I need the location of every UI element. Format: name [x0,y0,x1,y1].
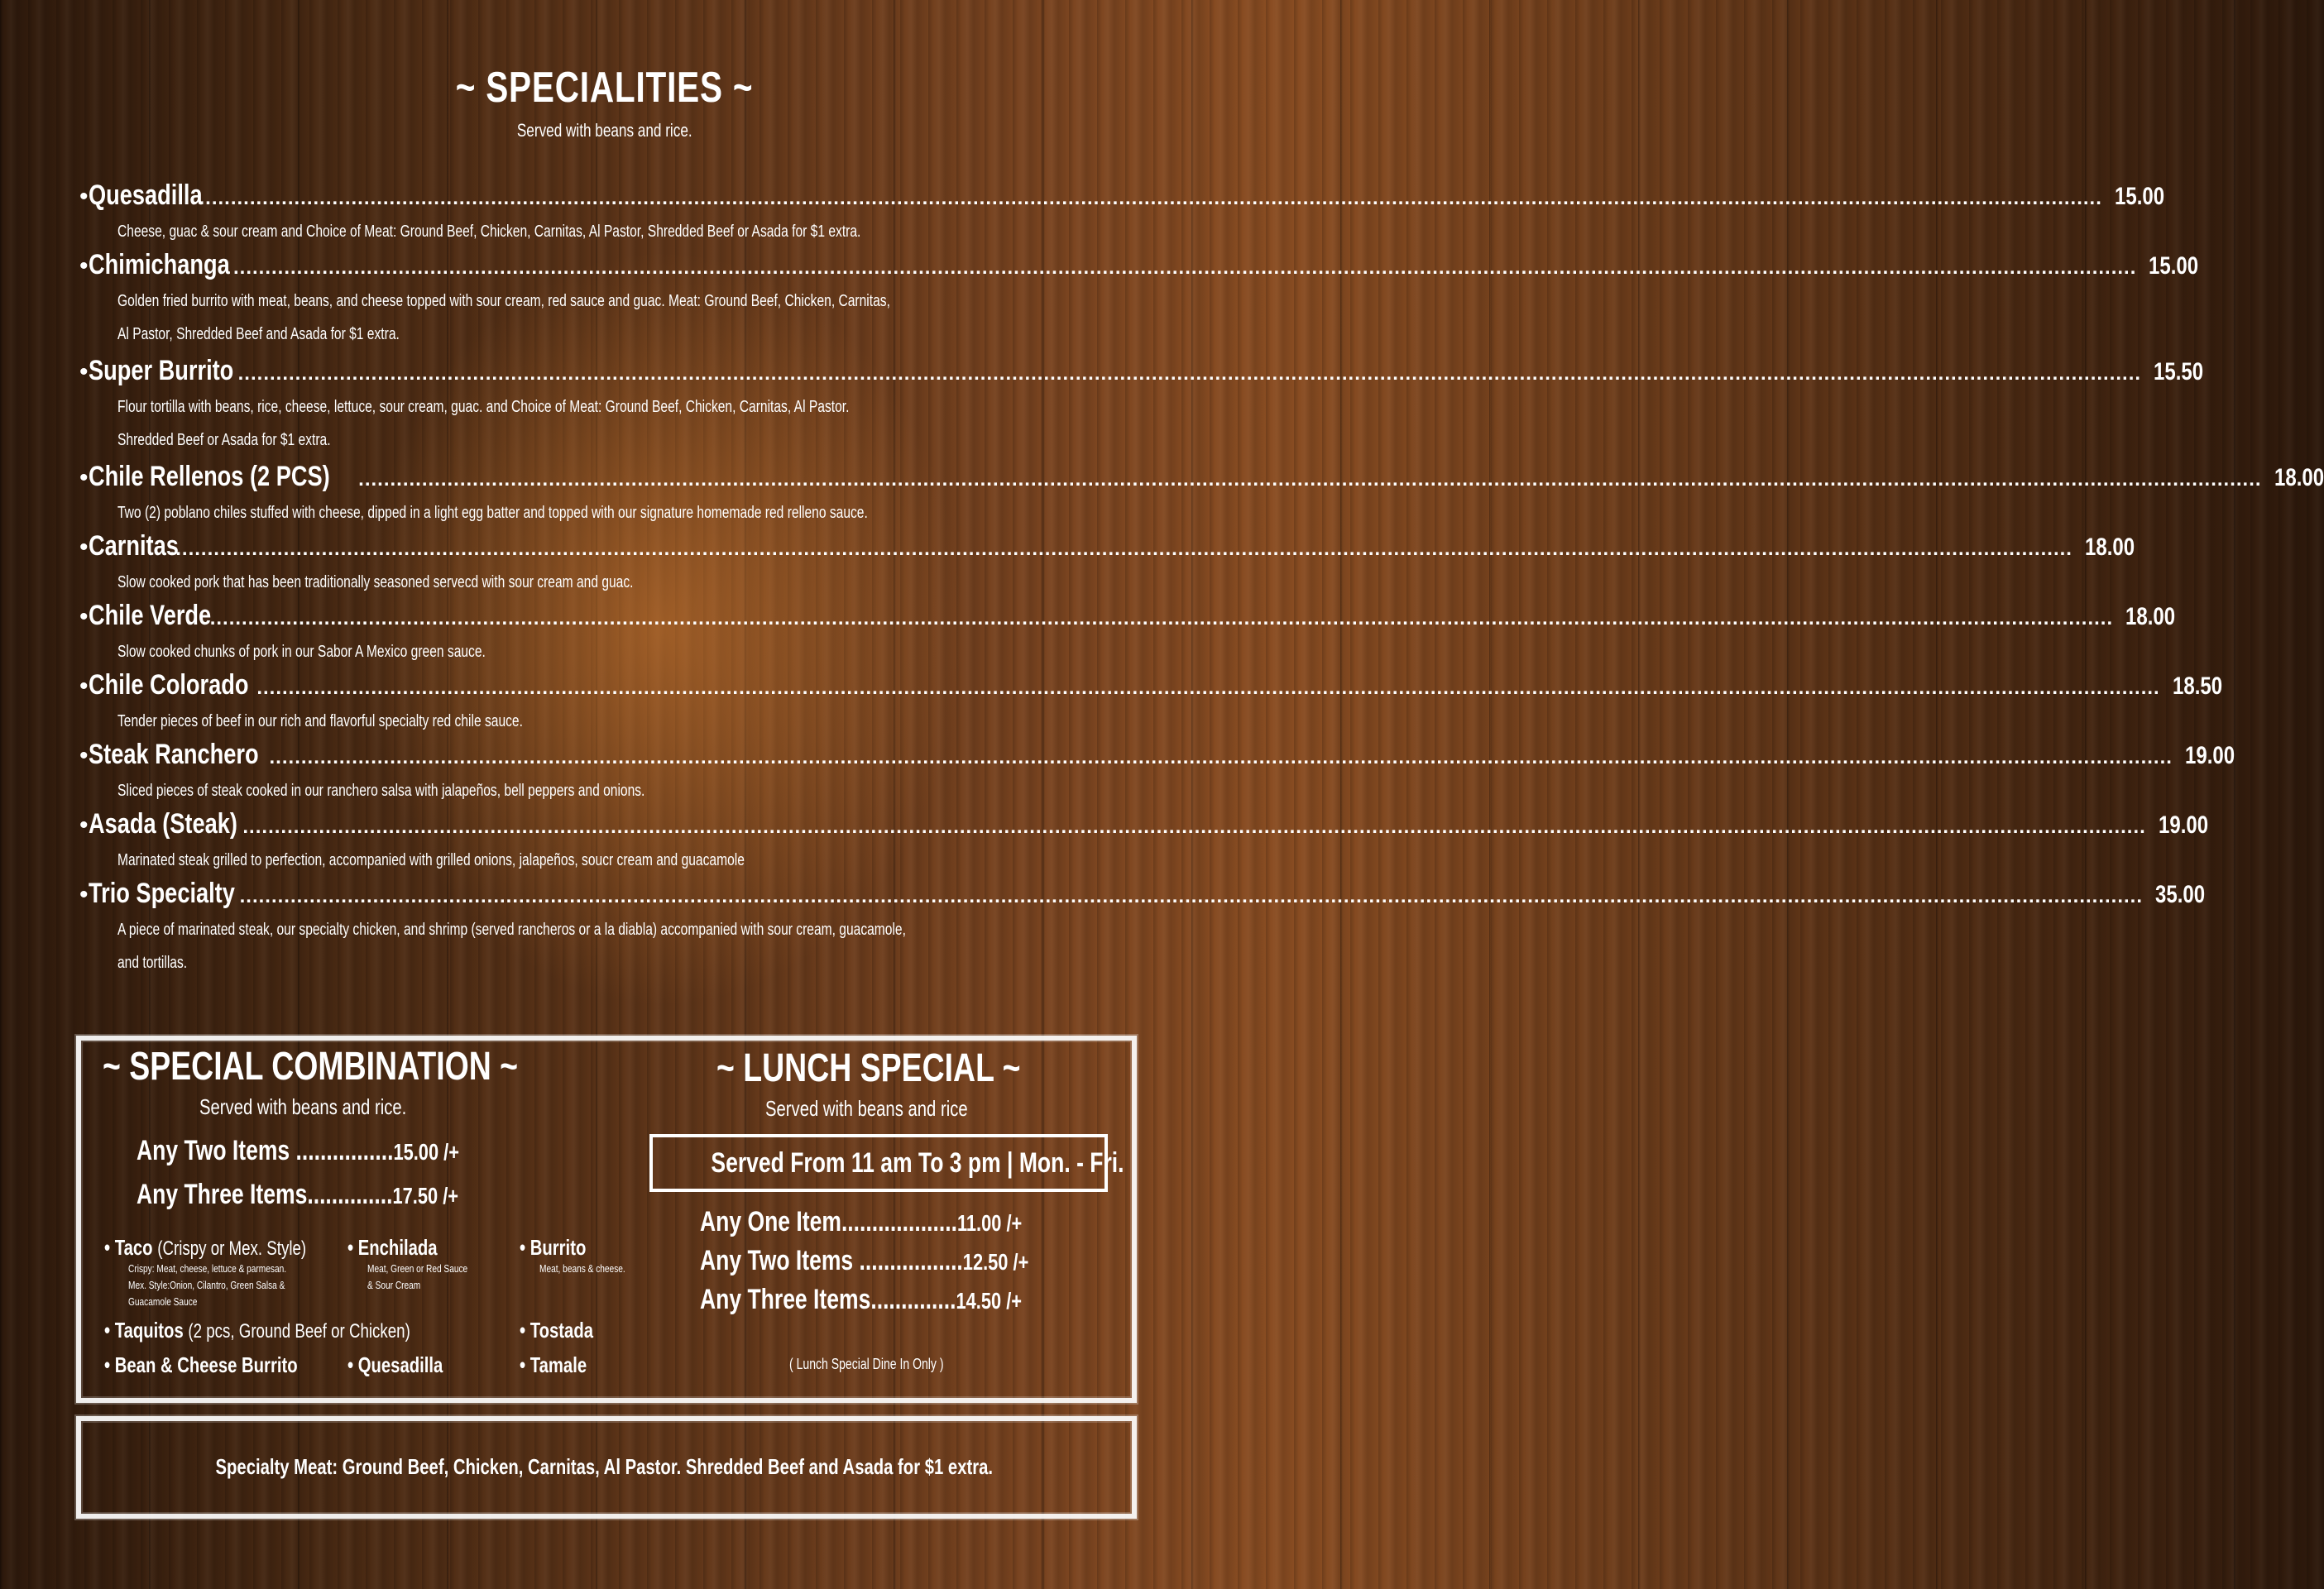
dot-leader: ............................................................................................................................................................................................................................................................................................................ [169,538,2072,560]
menu-item-price: 19.00 [2158,811,2208,839]
lunch-hours: Served From 11 am To 3 pm | Mon. - Fri. [711,1147,1124,1179]
dot-leader: ............................................................................................................................................................................................................................................................................................................ [237,362,2142,385]
enchilada-note-line: Meat, Green or Red Sauce [367,1262,468,1275]
menu-item-description: Al Pastor, Shredded Beef and Asada for $1 extra. [117,325,400,343]
bullet-icon: • [79,672,89,700]
menu-item-header [79,457,2324,496]
menu-item-price: 18.00 [2084,534,2135,561]
lunch-dine-in-note: ( Lunch Special Dine In Only ) [789,1356,944,1372]
menu-item-header [79,245,2199,285]
menu-item-description: A piece of marinated steak, our specialty chicken, and shrimp (served rancheros or a la diabla) accompanied with sour cream, guacamole, [117,921,906,939]
combo-item-taquitos: • Taquitos (2 pcs, Ground Beef or Chicken) [104,1318,410,1343]
menu-item [79,175,2164,248]
dot-leader: ............................................................................................................................................................................................................................................................................................................ [269,746,2173,768]
menu-item-price: 18.00 [2274,464,2324,491]
dot-leader: ............................................................................................................................................................................................................................................................................................................ [242,816,2146,838]
taco-note-line: Mex. Style:Onion, Cilantro, Green Salsa & [128,1279,285,1291]
bullet-icon: • [79,464,89,491]
menu-item-description: Slow cooked chunks of pork in our Sabor A Mexico green sauce. [117,643,486,661]
menu-item-description: Cheese, guac & sour cream and Choice of Meat: Ground Beef, Chicken, Carnitas, Al Pastor, Shredded Beef or Asada for $1 extra. [117,223,861,241]
menu-item-name: Chile Rellenos (2 PCS) [88,461,330,492]
combo-item-tamale: • Tamale [520,1352,587,1377]
menu-item-name: Steak Ranchero [88,739,259,770]
menu-item [79,804,2208,877]
bullet-icon: • [79,811,89,839]
menu-item-price: 15.50 [2154,358,2204,385]
lunch-three-items: Any Three Items..............14.50 /+ [700,1284,1023,1315]
menu-item-name: Trio Specialty [88,878,235,909]
bullet-icon: • [79,534,89,561]
menu-item-price: 18.00 [2125,603,2176,630]
page-title [0,63,1209,112]
lunch-subtitle: Served with beans and rice [765,1096,968,1121]
menu-item [79,457,2324,529]
specialty-meat-note: Specialty Meat: Ground Beef, Chicken, Carnitas, Al Pastor. Shredded Beef and Asada for $1 extra. [215,1454,994,1479]
taco-note-line: Guacamole Sauce [128,1295,198,1308]
menu-item-header [79,804,2208,844]
bullet-icon: • [79,252,89,280]
enchilada-note [367,1261,496,1294]
combo-three-items: Any Three Items..............17.50 /+ [137,1179,459,1210]
combo-item-taco: • Taco (Crispy or Mex. Style) [104,1235,307,1260]
taco-note-line: Crispy: Meat, cheese, lettuce & parmesan. [128,1262,287,1275]
menu-item-price: 15.00 [2149,252,2199,280]
combo-title: ~ SPECIAL COMBINATION ~ [103,1045,519,1089]
dot-leader: ............................................................................................................................................................................................................................................................................................................ [358,468,2262,491]
menu-item-description: Two (2) poblano chiles stuffed with cheese, dipped in a light egg batter and topped with our signature homemade red relleno sauce. [117,504,868,522]
dot-leader: ............................................................................................................................................................................................................................................................................................................ [209,607,2114,629]
specialities-list [79,175,2324,979]
dot-leader: ............................................................................................................................................................................................................................................................................................................ [239,885,2143,907]
menu-item [79,873,2206,979]
menu-item-description: Slow cooked pork that has been traditionally seasoned servecd with sour cream and guac. [117,573,634,591]
menu-item [79,596,2176,668]
menu-item-name: Quesadilla [88,179,203,211]
menu-item-price: 19.00 [2184,742,2235,769]
page-subtitle [0,120,1209,141]
menu-item-description: Sliced pieces of steak cooked in our ranchero salsa with jalapeños, bell peppers and onions. [117,782,645,800]
menu-item [79,526,2135,599]
bullet-icon: • [79,603,89,630]
combo-item-bean-burrito: • Bean & Cheese Burrito [104,1352,298,1377]
menu-item-price: 18.50 [2172,672,2222,700]
lunch-two-items: Any Two Items .................12.50 /+ [700,1245,1029,1276]
dot-leader: ............................................................................................................................................................................................................................................................................................................ [256,677,2160,699]
menu-item-name: Chile Verde [88,600,211,631]
menu-item [79,665,2222,738]
menu-item-description: Shredded Beef or Asada for $1 extra. [117,431,331,449]
menu-item-name: Carnitas [88,530,179,562]
burrito-note: Meat, beans & cheese. [539,1262,625,1275]
menu-item-header [79,596,2176,635]
combo-item-quesadilla: • Quesadilla [347,1352,443,1377]
menu-item-header [79,873,2206,913]
dot-leader: ............................................................................................................................................................................................................................................................................................................ [199,187,2102,209]
bullet-icon: • [79,183,89,210]
menu-item-header [79,665,2222,705]
menu-item-description: Marinated steak grilled to perfection, accompanied with grilled onions, jalapeños, soucr cream and guacamole [117,851,745,869]
combo-two-items: Any Two Items ................15.00 /+ [137,1135,459,1166]
menu-item [79,351,2204,457]
bullet-icon: • [79,881,89,908]
menu-item-description: Flour tortilla with beans, rice, cheese, lettuce, sour cream, guac. and Choice of Meat: Ground Beef, Chicken, Carnitas, Al Pastor. [117,398,850,416]
menu-item-header [79,175,2164,215]
menu-item-header [79,351,2204,390]
lunch-hours-box [649,1134,1124,1192]
subtitle-text: Served with beans and rice. [516,120,692,141]
menu-item [79,735,2235,807]
taco-note [128,1261,331,1310]
menu-item-header [79,735,2235,774]
menu-item-name: Super Burrito [88,355,233,386]
enchilada-note-line: & Sour Cream [367,1279,421,1291]
dot-leader: ............................................................................................................................................................................................................................................................................................................ [233,256,2137,279]
menu-item-name: Chile Colorado [88,669,248,701]
title-text: ~ SPECIALITIES ~ [455,64,754,112]
menu-item-header [79,526,2135,566]
menu-item-description: Golden fried burrito with meat, beans, and cheese topped with sour cream, red sauce and guac. Meat: Ground Beef, Chicken, Carnitas, [117,292,890,310]
combo-item-burrito: • Burrito [520,1235,587,1260]
lunch-one-item: Any One Item...................11.00 /+ [700,1206,1023,1237]
menu-item-name: Chimichanga [88,249,230,280]
combo-subtitle: Served with beans and rice. [199,1094,407,1119]
combo-item-tostada: • Tostada [520,1318,593,1343]
menu-item-description: and tortillas. [117,954,188,972]
bullet-icon: • [79,742,89,769]
menu-item [79,245,2199,351]
menu-item-price: 15.00 [2114,183,2164,210]
menu-item-description: Tender pieces of beef in our rich and flavorful specialty red chile sauce. [117,712,523,730]
combo-item-enchilada: • Enchilada [347,1235,438,1260]
menu-item-name: Asada (Steak) [88,808,237,840]
bullet-icon: • [79,358,89,385]
lunch-title: ~ LUNCH SPECIAL ~ [716,1046,1021,1090]
menu-item-price: 35.00 [2155,881,2206,908]
